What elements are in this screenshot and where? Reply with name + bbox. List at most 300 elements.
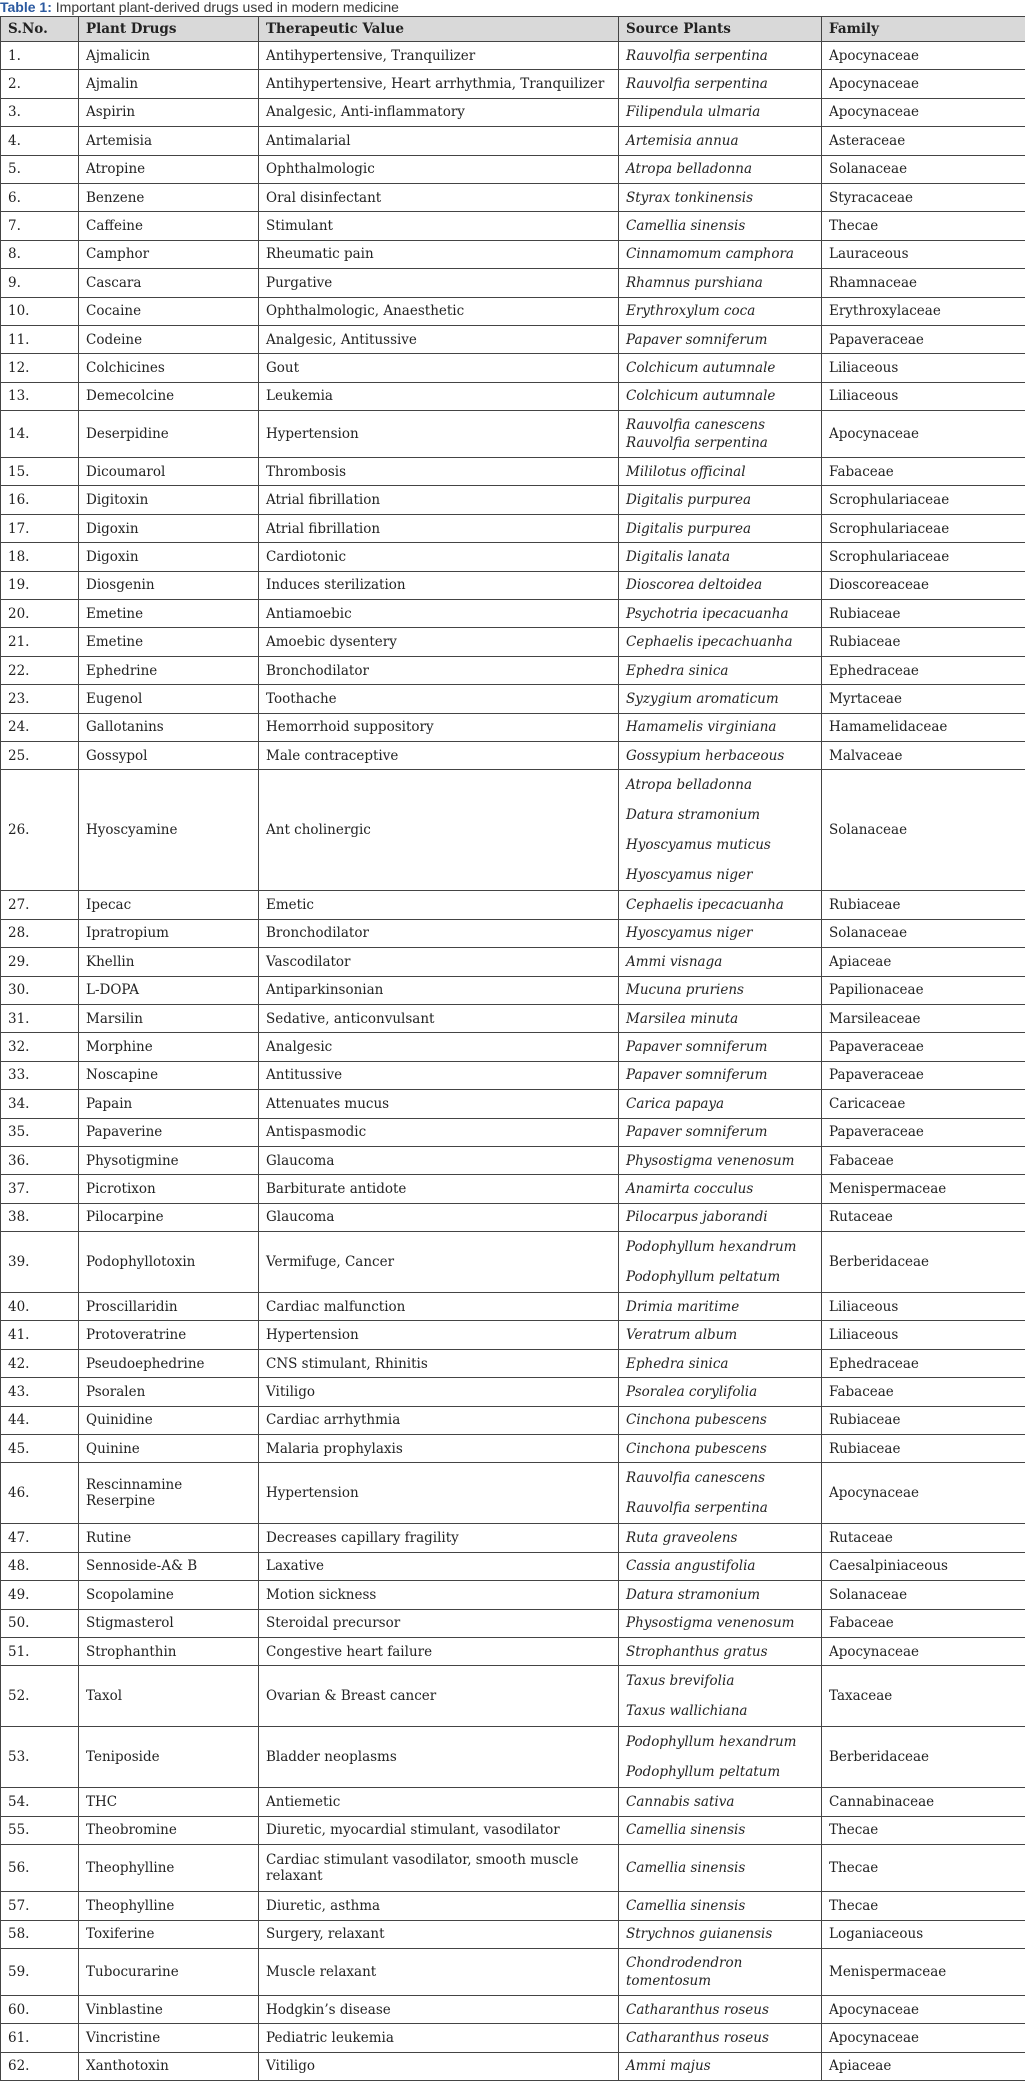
cell-source-plants [619,382,822,410]
cell-source-plants-line: Rauvolfia serpentina [626,76,768,93]
cell-source-plants [619,1321,822,1349]
cell-therapeutic-value [259,1118,619,1146]
cell-source-plants [619,1090,822,1118]
cell-source-plants [619,976,822,1004]
cell-family: Rubiaceae [822,628,1025,656]
cell-family: Fabaceae [822,458,1025,486]
table-row [1,543,1025,571]
table-row [1,1090,1025,1118]
cell-source-plants [619,325,822,353]
cell-plant-drug [79,127,259,155]
cell-source-plants-line: Chondrodendron [626,1954,743,1971]
cell-source-plants [619,1293,822,1321]
cell-source-plants-line: Cinchona pubescens [626,1412,767,1429]
cell-source-plants [619,1552,822,1580]
cell-plant-drug-line: Teniposide [86,1749,160,1766]
cell-plant-drug-line: Digoxin [86,548,139,565]
cell-plant-drug-line: Colchicines [86,359,165,376]
cell-source-plants [619,685,822,713]
cell-source-plants-line: Cinnamomum camphora [626,246,794,263]
cell-family: Apiaceae [822,948,1025,976]
cell-therapeutic-value-line: Vitiligo [266,2058,315,2075]
cell-plant-drug-line: Aspirin [86,104,136,121]
cell-plant-drug [79,1321,259,1349]
cell-therapeutic-value-line: Glaucoma [266,1209,335,1226]
cell-family: Apiaceae [822,2052,1025,2080]
cell-source-plants-line: Datura stramonium [626,1586,761,1603]
cell-plant-drug [79,1892,259,1920]
cell-plant-drug [79,948,259,976]
cell-sno: 43. [1,1378,79,1406]
cell-therapeutic-value [259,1637,619,1665]
cell-family: Marsileaceae [822,1004,1025,1032]
cell-family: Liliaceous [822,382,1025,410]
cell-source-plants-line: Rauvolfia serpentina [626,435,768,452]
table-row [1,1552,1025,1580]
cell-sno: 13. [1,382,79,410]
cell-plant-drug [79,1609,259,1637]
cell-source-plants [619,1524,822,1552]
table-row [1,891,1025,919]
table-row [1,1948,1025,1995]
cell-sno: 14. [1,411,79,458]
cell-therapeutic-value-line: Toothache [266,690,337,707]
cell-sno: 52. [1,1666,79,1727]
cell-plant-drug-line: Camphor [86,246,150,263]
cell-plant-drug-line: Morphine [86,1039,153,1056]
cell-plant-drug [79,486,259,514]
cell-source-plants [619,948,822,976]
cell-therapeutic-value [259,1033,619,1061]
cell-plant-drug [79,543,259,571]
cell-therapeutic-value [259,1232,619,1293]
cell-plant-drug-line: Eugenol [86,690,143,707]
cell-source-plants-line: Ephedra sinica [626,662,729,679]
cell-plant-drug-line: Dicoumarol [86,463,166,480]
table-row [1,1435,1025,1463]
cell-therapeutic-value-line: Cardiac arrhythmia [266,1412,401,1429]
table-row [1,1118,1025,1146]
cell-therapeutic-value-line: Vermifuge, Cancer [266,1254,395,1271]
cell-family: Caesalpiniaceous [822,1552,1025,1580]
cell-sno: 42. [1,1349,79,1377]
cell-plant-drug-line: Taxol [86,1688,123,1705]
cell-source-plants [619,1995,822,2023]
cell-plant-drug [79,382,259,410]
cell-family: Solanaceae [822,155,1025,183]
cell-source-plants-line: Veratrum album [626,1327,738,1344]
cell-therapeutic-value-line: Ovarian & Breast cancer [266,1688,437,1705]
cell-therapeutic-value-line: Malaria prophylaxis [266,1440,403,1457]
cell-family: Papaveraceae [822,1033,1025,1061]
cell-therapeutic-value [259,269,619,297]
cell-source-plants [619,1666,822,1727]
cell-plant-drug [79,1463,259,1524]
cell-therapeutic-value [259,382,619,410]
cell-source-plants-line: Carica papaya [626,1095,725,1112]
cell-source-plants [619,1349,822,1377]
cell-therapeutic-value-line: Amoebic dysentery [266,634,397,651]
cell-source-plants-line: Drimia maritime [626,1298,740,1315]
cell-plant-drug [79,354,259,382]
cell-source-plants [619,1435,822,1463]
cell-sno: 44. [1,1406,79,1434]
cell-source-plants-line: Podophyllum peltatum [626,1269,781,1286]
table-row [1,713,1025,741]
cell-source-plants [619,98,822,126]
cell-family: Apocynaceae [822,42,1025,70]
cell-family: Taxaceae [822,1666,1025,1727]
cell-plant-drug-line: Quinidine [86,1412,153,1429]
cell-family: Apocynaceae [822,1463,1025,1524]
cell-sno: 60. [1,1995,79,2023]
cell-sno: 24. [1,713,79,741]
cell-plant-drug-line: Diosgenin [86,577,155,594]
cell-source-plants-line: Dioscorea deltoidea [626,577,763,594]
cell-source-plants [619,741,822,769]
cell-family: Fabaceae [822,1146,1025,1174]
cell-therapeutic-value-line: Emetic [266,897,314,914]
cell-plant-drug [79,1203,259,1231]
cell-therapeutic-value [259,713,619,741]
cell-plant-drug [79,411,259,458]
table-row [1,600,1025,628]
cell-therapeutic-value-line: Muscle relaxant [266,1963,377,1980]
cell-source-plants [619,543,822,571]
cell-source-plants [619,183,822,211]
cell-plant-drug-line: Marsilin [86,1010,143,1027]
cell-therapeutic-value-line: Cardiac stimulant vasodilator, smooth muscle [266,1852,579,1869]
table-caption-label: Table 1: [0,0,52,15]
cell-plant-drug-line: Demecolcine [86,388,175,405]
cell-sno: 58. [1,1920,79,1948]
cell-source-plants [619,240,822,268]
cell-therapeutic-value-line: Analgesic [266,1039,333,1056]
cell-therapeutic-value [259,1435,619,1463]
cell-sno: 19. [1,571,79,599]
cell-source-plants [619,2024,822,2052]
cell-family: Thecae [822,212,1025,240]
table-row [1,628,1025,656]
cell-therapeutic-value [259,1004,619,1032]
cell-family: Fabaceae [822,1378,1025,1406]
cell-source-plants-line: Datura stramonium [626,807,761,824]
table-row [1,325,1025,353]
cell-family: Thecae [822,1845,1025,1892]
cell-therapeutic-value [259,1175,619,1203]
cell-therapeutic-value-line: Diuretic, myocardial stimulant, vasodilator [266,1822,560,1839]
cell-therapeutic-value-line: Glaucoma [266,1152,335,1169]
table-row [1,1920,1025,1948]
cell-source-plants [619,2052,822,2080]
cell-source-plants-line: Camellia sinensis [626,1860,746,1877]
table-body [1,42,1025,2081]
cell-plant-drug [79,1637,259,1665]
cell-sno: 55. [1,1816,79,1844]
table-row [1,297,1025,325]
cell-therapeutic-value [259,70,619,98]
cell-plant-drug [79,240,259,268]
cell-therapeutic-value [259,1581,619,1609]
cell-plant-drug [79,514,259,542]
cell-therapeutic-value [259,1203,619,1231]
table-row [1,1349,1025,1377]
cell-therapeutic-value [259,212,619,240]
cell-plant-drug-line: Scopolamine [86,1586,174,1603]
cell-therapeutic-value-line: Hypertension [266,1327,359,1344]
cell-therapeutic-value-line: Rheumatic pain [266,246,374,263]
cell-plant-drug-line: Ephedrine [86,662,158,679]
cell-source-plants-line: Atropa belladonna [626,161,753,178]
cell-plant-drug-line: Xanthotoxin [86,2058,169,2075]
cell-therapeutic-value-line: Steroidal precursor [266,1615,401,1632]
cell-family: Liliaceous [822,1321,1025,1349]
cell-family: Thecae [822,1816,1025,1844]
cell-plant-drug [79,1666,259,1727]
cell-sno: 16. [1,486,79,514]
cell-source-plants-line: Cannabis sativa [626,1794,735,1811]
cell-therapeutic-value-line: Antiemetic [266,1794,341,1811]
cell-sno: 23. [1,685,79,713]
cell-source-plants [619,1004,822,1032]
cell-family: Scrophulariaceae [822,514,1025,542]
cell-plant-drug [79,1146,259,1174]
cell-therapeutic-value [259,1524,619,1552]
cell-source-plants [619,1609,822,1637]
table-row [1,2024,1025,2052]
cell-source-plants [619,1845,822,1892]
cell-therapeutic-value [259,297,619,325]
cell-source-plants [619,155,822,183]
cell-plant-drug-line: Vinblastine [86,2001,163,2018]
cell-sno: 35. [1,1118,79,1146]
cell-sno: 36. [1,1146,79,1174]
cell-family: Apocynaceae [822,70,1025,98]
cell-family: Apocynaceae [822,98,1025,126]
cell-therapeutic-value-line: Hemorrhoid suppository [266,719,434,736]
table-row [1,1203,1025,1231]
cell-therapeutic-value-line: relaxant [266,1868,323,1885]
cell-plant-drug-line: Theophylline [86,1897,175,1914]
cell-source-plants-line: Papaver somniferum [626,1067,768,1084]
cell-therapeutic-value-line: Atrial fibrillation [266,492,381,509]
cell-sno: 61. [1,2024,79,2052]
cell-source-plants-line: Artemisia annua [626,132,739,149]
cell-source-plants [619,486,822,514]
cell-plant-drug-line: Caffeine [86,218,143,235]
cell-plant-drug [79,1349,259,1377]
cell-plant-drug [79,919,259,947]
header-family: Family [822,17,1025,42]
cell-family: Berberidaceae [822,1727,1025,1788]
cell-sno: 29. [1,948,79,976]
table-row [1,1609,1025,1637]
cell-therapeutic-value [259,770,619,891]
cell-family: Asteraceae [822,127,1025,155]
cell-source-plants [619,1406,822,1434]
cell-plant-drug [79,600,259,628]
cell-therapeutic-value [259,571,619,599]
cell-source-plants [619,1581,822,1609]
cell-source-plants-line: Mililotus officinal [626,463,746,480]
cell-source-plants [619,1061,822,1089]
cell-source-plants-line: Podophyllum hexandrum [626,1239,797,1256]
cell-therapeutic-value-line: Pediatric leukemia [266,2030,394,2046]
table-row [1,212,1025,240]
cell-family: Ephedraceae [822,1349,1025,1377]
cell-plant-drug [79,1845,259,1892]
cell-family: Liliaceous [822,1293,1025,1321]
cell-source-plants [619,411,822,458]
cell-source-plants-line: Rhamnus purshiana [626,274,763,291]
cell-sno: 46. [1,1463,79,1524]
cell-family: Scrophulariaceae [822,543,1025,571]
cell-plant-drug [79,1788,259,1816]
cell-sno: 33. [1,1061,79,1089]
cell-therapeutic-value-line: Gout [266,359,300,376]
cell-plant-drug-line: Deserpidine [86,426,169,443]
cell-source-plants-line: Filipendula ulmaria [626,104,761,121]
cell-plant-drug [79,1435,259,1463]
table-row [1,127,1025,155]
cell-source-plants [619,1146,822,1174]
cell-sno: 59. [1,1948,79,1995]
cell-plant-drug [79,297,259,325]
cell-family: Rubiaceae [822,891,1025,919]
cell-plant-drug-line: Physotigmine [86,1152,179,1169]
cell-source-plants-line: Rauvolfia serpentina [626,1500,768,1517]
cell-source-plants [619,919,822,947]
cell-therapeutic-value [259,183,619,211]
cell-plant-drug-line: Strophanthin [86,1643,177,1660]
cell-source-plants-line: Digitalis purpurea [626,492,752,509]
cell-source-plants-line: Strychnos guianensis [626,1926,773,1943]
cell-source-plants [619,42,822,70]
table-row [1,183,1025,211]
cell-therapeutic-value-line: Cardiotonic [266,548,347,565]
cell-therapeutic-value [259,42,619,70]
cell-sno: 12. [1,354,79,382]
cell-plant-drug-line: Toxiferine [86,1926,155,1943]
cell-therapeutic-value-line: Hypertension [266,1485,359,1502]
cell-source-plants-line: Digitalis purpurea [626,520,752,537]
cell-therapeutic-value [259,514,619,542]
cell-sno: 45. [1,1435,79,1463]
cell-plant-drug [79,1293,259,1321]
cell-plant-drug-line: Digoxin [86,520,139,537]
cell-sno: 51. [1,1637,79,1665]
cell-sno: 17. [1,514,79,542]
cell-family: Rhamnaceae [822,269,1025,297]
cell-therapeutic-value [259,1609,619,1637]
cell-plant-drug-line: Reserpine [86,1493,156,1510]
cell-sno: 57. [1,1892,79,1920]
cell-source-plants-line: Pilocarpus jaborandi [626,1209,768,1226]
cell-plant-drug [79,1995,259,2023]
cell-family: Berberidaceae [822,1232,1025,1293]
cell-therapeutic-value-line: Leukemia [266,388,333,405]
header-source-plants: Source Plants [619,17,822,42]
cell-source-plants-line: Hyoscyamus muticus [626,837,771,854]
cell-family: Lauraceous [822,240,1025,268]
cell-source-plants-line: Styrax tonkinensis [626,189,754,206]
cell-source-plants-line: Ephedra sinica [626,1355,729,1372]
cell-plant-drug [79,1816,259,1844]
cell-source-plants-line: Physostigma venenosum [626,1615,795,1632]
cell-plant-drug-line: Podophyllotoxin [86,1254,196,1271]
cell-sno: 38. [1,1203,79,1231]
cell-plant-drug [79,70,259,98]
cell-source-plants-line: Colchicum autumnale [626,359,776,376]
table-row [1,1232,1025,1293]
cell-therapeutic-value-line: Attenuates mucus [266,1095,390,1112]
cell-plant-drug [79,1552,259,1580]
table-row [1,1581,1025,1609]
cell-source-plants [619,713,822,741]
cell-sno: 40. [1,1293,79,1321]
cell-plant-drug-line: Vincristine [86,2030,161,2046]
cell-plant-drug-line: Theobromine [86,1822,177,1839]
cell-therapeutic-value [259,1788,619,1816]
cell-therapeutic-value-line: Hodgkin’s disease [266,2001,391,2018]
cell-sno: 6. [1,183,79,211]
cell-plant-drug [79,1581,259,1609]
cell-plant-drug-line: Ajmalicin [86,47,150,64]
table-row [1,770,1025,891]
cell-plant-drug-line: Tubocurarine [86,1963,179,1980]
cell-source-plants [619,770,822,891]
cell-sno: 56. [1,1845,79,1892]
cell-family: Apocynaceae [822,411,1025,458]
table-row [1,1378,1025,1406]
cell-therapeutic-value [259,919,619,947]
table-row [1,1175,1025,1203]
cell-plant-drug-line: Cocaine [86,303,142,320]
cell-source-plants [619,354,822,382]
table-header-row [1,17,1025,42]
cell-therapeutic-value [259,1666,619,1727]
cell-family: Myrtaceae [822,685,1025,713]
table-row [1,98,1025,126]
cell-therapeutic-value-line: Atrial fibrillation [266,520,381,537]
cell-therapeutic-value [259,1920,619,1948]
cell-source-plants-line: Marsilea minuta [626,1010,739,1027]
table-row [1,1727,1025,1788]
cell-sno: 47. [1,1524,79,1552]
cell-therapeutic-value [259,685,619,713]
cell-family: Malvaceae [822,741,1025,769]
cell-plant-drug [79,770,259,891]
cell-therapeutic-value-line: Oral disinfectant [266,189,382,206]
cell-sno: 21. [1,628,79,656]
cell-family: Erythroxylaceae [822,297,1025,325]
cell-plant-drug [79,1004,259,1032]
cell-plant-drug [79,269,259,297]
cell-sno: 30. [1,976,79,1004]
cell-source-plants [619,1788,822,1816]
table-row [1,685,1025,713]
cell-source-plants [619,571,822,599]
cell-therapeutic-value [259,600,619,628]
cell-source-plants-line: Rauvolfia canescens [626,417,766,434]
cell-plant-drug [79,1727,259,1788]
cell-source-plants [619,1948,822,1995]
table-row [1,2052,1025,2080]
cell-plant-drug-line: Pilocarpine [86,1209,164,1226]
cell-family: Thecae [822,1892,1025,1920]
cell-therapeutic-value-line: Antiamoebic [266,605,352,622]
cell-source-plants [619,458,822,486]
